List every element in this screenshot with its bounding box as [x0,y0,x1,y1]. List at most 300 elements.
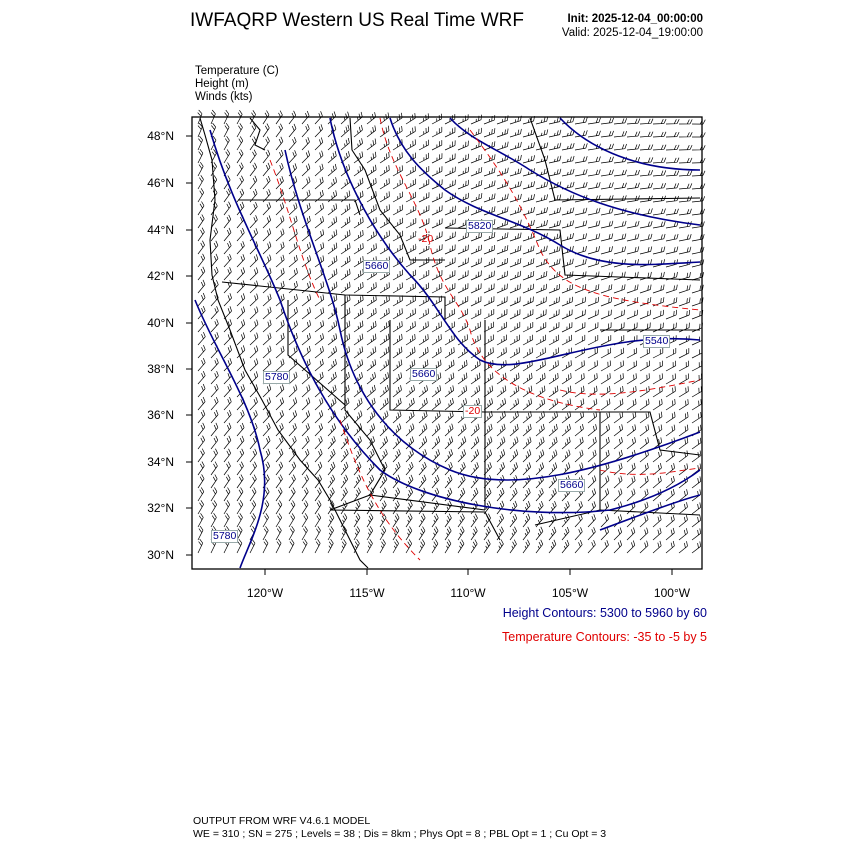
wind-barb [328,230,337,241]
wind-barb [250,359,258,372]
wind-barb [367,501,373,514]
wind-barb [289,294,298,306]
wind-barb [198,513,203,527]
wind-barb [419,153,429,163]
wind-barb [237,176,244,189]
wind-barb [380,231,390,242]
wind-barb [367,424,375,437]
wind-barb [328,151,336,163]
wind-barb [419,424,427,436]
wind-barb [341,138,349,150]
wind-barb [445,127,455,137]
wind-barb [354,475,361,488]
wind-barb [380,360,389,372]
wind-barb [419,192,429,202]
wind-barb [627,259,639,267]
wind-barb [250,333,258,345]
wind-barb [640,515,648,527]
wind-barb [510,488,517,501]
wind-barb [588,131,601,137]
wind-barb [341,230,350,241]
lon-label-105w: 105°W [551,586,589,600]
wind-barb [419,347,428,358]
wind-barb [588,322,598,332]
wind-barb [575,322,585,332]
wind-barb [432,411,440,423]
wind-barb [471,193,482,202]
wind-barb [666,374,676,385]
wind-barb [354,334,363,345]
wind-barb [510,347,520,358]
wind-barb [406,113,415,124]
wind-barb [575,463,583,475]
wind-barb [328,411,336,424]
wind-barb [523,246,534,255]
wind-barb [640,310,651,319]
wind-barb [354,282,363,293]
wind-barb [224,488,230,502]
wind-barb [549,437,557,449]
lat-label-44: 44°N [147,223,174,237]
wind-barb [432,321,442,332]
wind-barb [653,259,665,267]
wind-barb [406,347,415,358]
wind-barb [237,136,243,150]
wind-barb [588,233,600,241]
wind-barb [419,514,425,528]
wind-barb [445,449,453,462]
wind-barb [601,373,610,384]
wind-barb [653,170,666,176]
wind-barb [640,145,653,151]
wind-barb [367,514,373,528]
wind-barb [211,462,217,475]
wind-barb [523,233,534,241]
wind-barb [575,310,585,320]
wind-barb [211,241,218,254]
wind-barb [588,221,600,228]
wind-barb [419,309,429,320]
wind-barb [198,149,203,163]
wind-barb [536,360,545,371]
wind-barb [354,112,362,124]
wind-barb [640,541,648,553]
wind-barb [289,359,297,371]
wind-barb [237,333,245,346]
wind-barb [601,170,614,176]
height-contour-label: 5780 [213,530,237,542]
wind-barb [198,345,205,358]
wind-barb [471,309,481,319]
wind-barb [575,182,587,189]
wind-barb [640,234,652,241]
wind-barb [666,247,678,254]
wind-barb [250,475,256,488]
wind-barb [224,136,229,150]
wind-barb [601,335,611,345]
wind-barb [549,527,556,540]
wind-barb [640,208,652,215]
lat-label-48: 48°N [147,129,174,143]
field-label-winds: Winds (kts) [195,91,253,103]
wind-barb [419,205,429,215]
wind-barb [510,501,517,514]
wind-barb [588,208,600,215]
wind-barb [211,423,218,436]
wind-barb [328,475,335,488]
wind-barb [250,202,257,215]
wind-barb [406,308,416,319]
wind-barb [601,157,614,163]
wind-barb [614,131,627,137]
wind-barb [354,321,363,332]
wind-barb [653,158,666,163]
wind-barb [523,450,531,463]
wind-barb [237,449,244,462]
lat-label-32: 32°N [147,501,174,515]
wind-barb [536,463,544,476]
wind-barb [367,204,376,215]
wind-barb [666,528,674,540]
wind-barb [432,385,441,397]
wind-barb [198,449,205,462]
map-title: IWFAQRP Western US Real Time WRF [190,10,524,31]
wind-barb [315,513,321,527]
wind-barb [328,321,337,333]
wind-barb [276,255,284,267]
wind-barb [575,335,585,345]
wind-barb [601,386,610,397]
wind-barb [263,526,268,540]
wind-barb [653,412,662,423]
wind-barb [523,284,534,293]
wind-barb [562,399,571,410]
wind-barb [380,178,389,189]
wind-barb [263,513,269,527]
wind-barb [484,193,495,202]
lat-label-46: 46°N [147,176,174,190]
wind-barb [237,410,244,423]
wind-barb [627,476,635,488]
wind-barb [367,334,376,345]
wind-barb [237,150,243,164]
wind-barb [419,218,429,228]
wind-barb [224,513,229,527]
wind-barb [302,268,311,280]
wind-barb [614,234,626,241]
wind-barb [393,165,403,176]
wind-barb [679,361,689,371]
wind-barb [458,154,469,163]
wind-barb [315,216,324,228]
wind-barb [536,322,546,332]
wind-barb [575,208,587,215]
wind-barb [653,132,666,137]
wind-barb [536,284,547,293]
wind-barb [289,150,296,163]
wind-barb [198,384,205,397]
wind-barb [692,361,702,371]
wind-barb [198,267,205,280]
wind-barb [419,385,428,397]
wind-barb [653,247,665,254]
wind-barb [679,541,688,553]
wind-barb [380,282,389,293]
lat-label-34: 34°N [147,455,174,469]
wind-barb [536,411,545,423]
wind-barb [393,283,403,294]
wind-barb [692,541,701,553]
height-contour-label: 5820 [468,220,492,232]
wind-barb [276,320,284,332]
wind-barb [523,437,531,449]
wind-barb [341,269,350,280]
wind-barb [497,335,507,345]
wind-barb [523,475,531,488]
wind-barb [510,207,521,215]
wind-barb [406,296,416,307]
wind-barb [549,475,557,488]
wind-barb [445,411,453,423]
wind-barb [471,322,481,332]
wind-barb [250,176,257,189]
wind-barb [263,176,270,189]
wind-barb [380,334,389,345]
wind-barb [692,451,701,462]
wind-barb [224,149,230,163]
wind-barb [198,254,205,267]
wind-barb [302,526,308,540]
wind-barb [315,423,323,436]
wind-barb [601,514,609,527]
wind-barb [380,347,389,358]
wind-barb [263,423,270,436]
wind-barb [250,500,256,514]
wind-barb [445,347,454,358]
wind-barb [432,127,442,137]
wind-barb [367,230,376,241]
wind-barb [523,373,532,384]
wind-barb [614,476,622,488]
wind-barb [445,527,451,541]
wind-barb [510,437,518,449]
wind-barb [237,488,243,502]
wind-barb [224,241,231,254]
wind-barb [341,449,348,462]
wind-barb [666,361,676,371]
wind-barb [198,215,204,229]
wind-barb [393,360,402,371]
wind-barb [536,129,548,137]
height-contour-legend: Height Contours: 5300 to 5960 by 60 [502,606,707,620]
wind-barb [250,436,257,449]
wind-barb [640,463,648,475]
height-contour-label: 5660 [365,260,389,272]
wind-barb [510,181,521,189]
wind-barb [588,411,597,423]
wind-barb [315,151,323,163]
wind-barb [627,437,636,449]
wind-barb [250,449,257,462]
height-contour-label: 5540 [645,335,669,347]
wind-barb [198,410,205,423]
wind-barb [484,167,495,176]
wind-barb [510,335,520,345]
wind-barb [445,257,455,267]
wind-barb [497,309,507,319]
wind-barb [497,168,508,176]
wind-barb [549,130,561,137]
wind-barb [497,527,504,540]
wind-barb [289,398,297,411]
wind-barb [679,297,690,306]
wind-barb [510,360,519,371]
wind-barb [497,514,504,527]
wind-barb [458,114,468,124]
wind-barb [640,425,649,437]
wind-barb [250,268,258,281]
wind-barb [367,295,376,306]
wind-barb [666,323,676,332]
wind-barb [692,374,702,384]
wind-barb [393,372,402,384]
wind-barb [380,218,390,229]
wind-barb [315,526,321,540]
wind-barb [692,412,701,423]
wind-barb [497,232,508,241]
wind-barb [510,540,517,553]
wind-barb [679,348,689,358]
wind-barb [393,385,402,397]
wind-barb [445,140,455,150]
wind-barb [354,347,363,359]
wind-barb [432,436,440,449]
wind-barb [497,501,504,514]
wind-barb [627,424,636,436]
wind-barb [653,528,661,540]
wind-barb [575,450,583,462]
wind-barb [562,450,570,462]
wind-barb [419,113,429,124]
wind-barb [354,359,363,371]
wind-barb [458,245,468,254]
wind-barb [679,463,688,475]
wind-barb [510,386,519,397]
wind-barb [523,309,533,319]
wind-barb [471,167,482,176]
wind-barb [341,488,348,501]
wind-barb [315,295,324,307]
wind-barb [263,449,270,462]
wind-barb [211,513,216,527]
wind-barb [367,526,373,540]
wind-barb [250,294,258,306]
wind-barb [536,399,545,411]
wind-barb [549,335,559,345]
wind-barb [562,514,569,527]
wind-barb [263,307,271,319]
wind-barb [588,540,595,553]
wind-barb [575,360,584,371]
wind-barb [666,234,678,241]
wind-barb [640,323,650,333]
wind-barb [328,359,337,371]
wind-barb [367,347,376,358]
wind-barb [289,462,296,475]
wind-barb [523,155,535,163]
wind-barb [393,347,402,358]
wind-barb [471,245,482,254]
wind-barb [575,169,587,176]
wind-barb [250,254,258,267]
wind-barb [588,373,597,384]
wind-barb [302,177,310,189]
wind-barb [692,145,705,150]
wind-barb [289,539,294,553]
wind-barb [536,386,545,397]
wind-barb [302,151,310,164]
wind-barb [627,272,638,280]
wind-barb [302,164,310,176]
wind-barb [393,295,403,306]
wind-barb [198,293,205,306]
wind-barb [666,119,679,124]
wind-barb [419,257,429,267]
wind-barb [588,489,596,502]
wind-barb [419,462,426,475]
wind-barb [536,297,546,306]
wind-barb [367,152,376,163]
wind-barb [562,195,574,202]
wind-barb [549,450,557,462]
wind-barb [250,488,256,502]
wind-barb [458,322,468,332]
wind-barb [406,385,415,397]
wind-barb [406,488,413,501]
wind-barb [419,411,427,423]
wind-barb [432,526,438,540]
wind-barb [510,297,520,307]
wind-barb [419,140,429,150]
wind-barb [250,215,257,228]
wind-barb [510,233,521,241]
wind-barb [666,412,675,423]
wind-barb [562,437,570,449]
wind-barb [380,152,389,163]
wind-barb [497,386,506,397]
wind-barb [562,156,574,163]
wind-barb [458,258,468,267]
wind-barb [276,150,283,163]
wind-barb [692,158,705,163]
wind-barb [549,271,560,280]
wind-barb [302,124,309,137]
wind-barb [510,258,521,267]
wind-barb [536,309,546,319]
wind-barb [523,347,533,358]
wind-barb [367,385,375,397]
wind-barb [484,232,495,241]
wind-barb [523,194,535,202]
wind-barb [562,208,574,216]
wind-barb [289,346,297,358]
wind-barb [406,205,416,215]
wind-barb [497,219,508,228]
wind-barb [458,334,468,345]
wind-barb [328,243,337,254]
wind-barb [224,189,230,202]
wind-barb [484,527,490,540]
